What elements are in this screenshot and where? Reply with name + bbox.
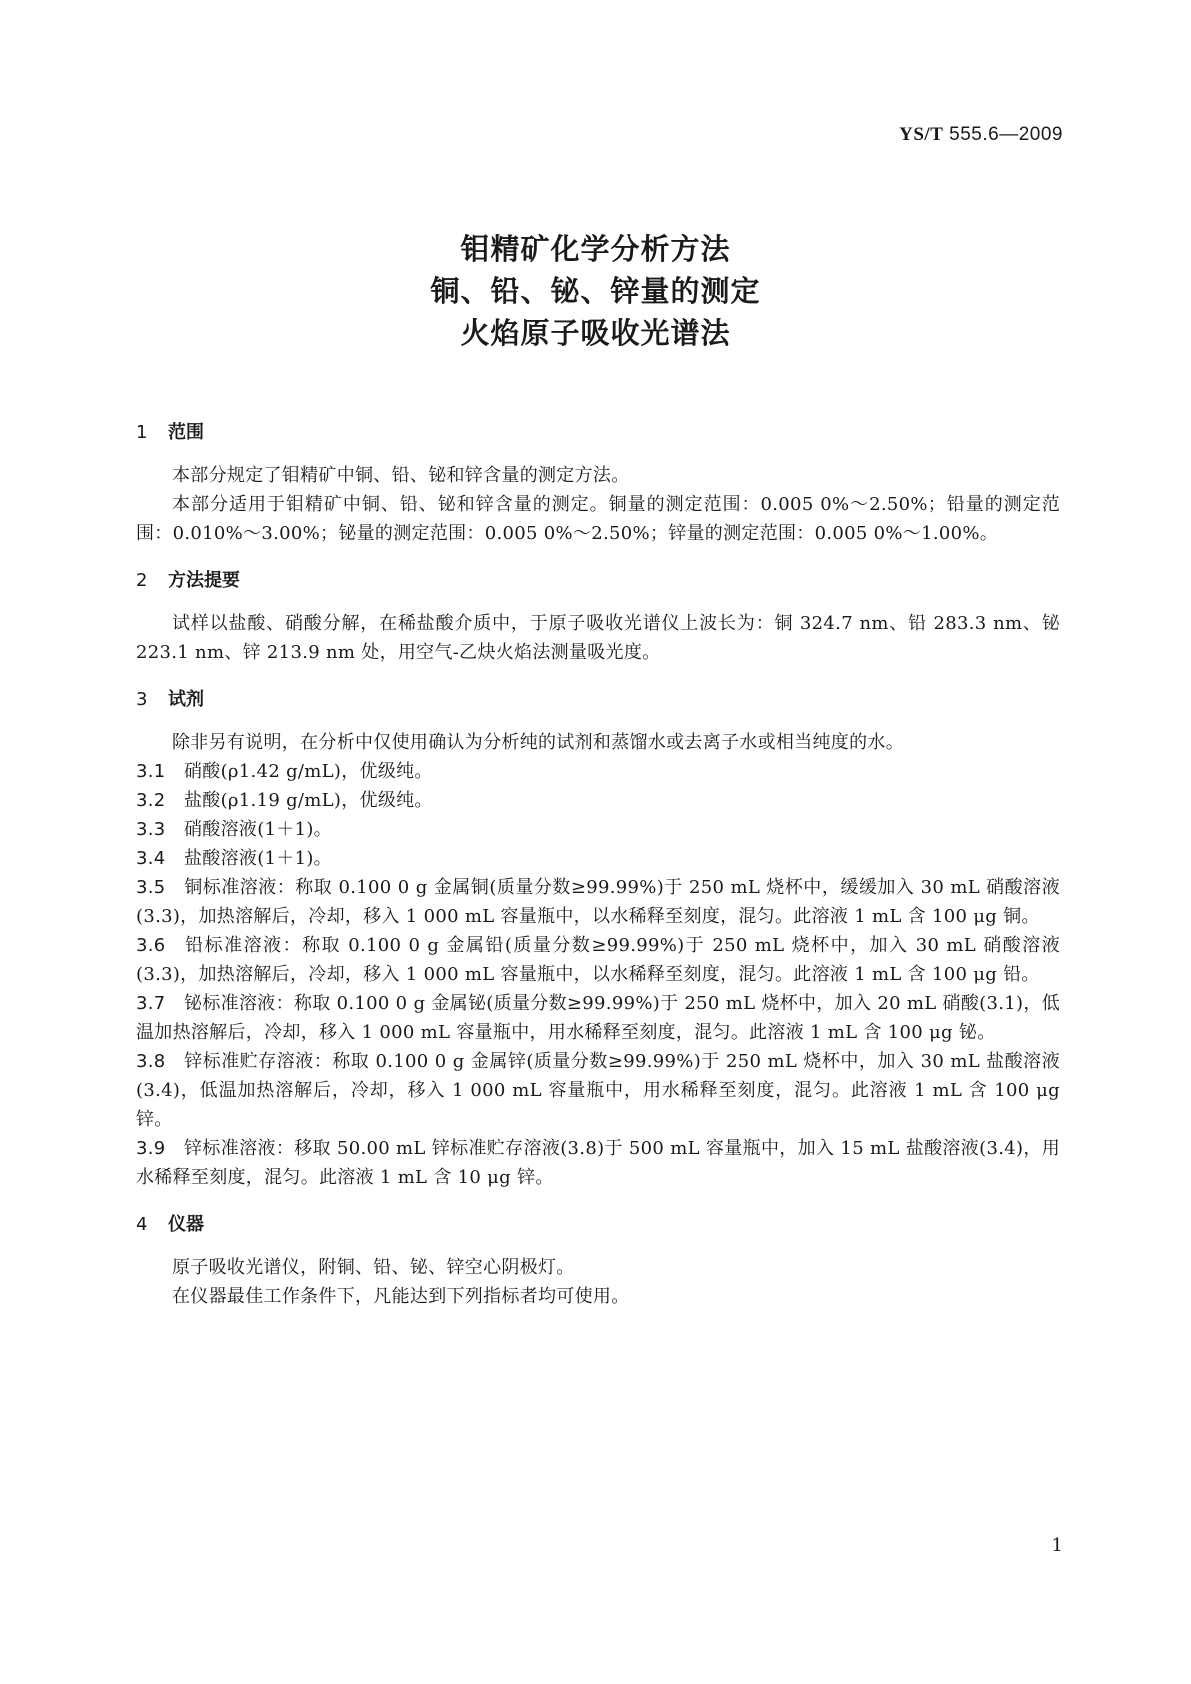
item-text: 铅标准溶液：称取 0.100 0 g 金属铅(质量分数≥99.99%)于 250 mL 烧杯中，加入 30 mL 硝酸溶液(3.3)，加热溶解后，冷却，移入 1 000 mL 容量瓶中，以水稀释至刻度，混匀。此溶液 1 mL 含 100 μg 铅。 (136, 935, 1060, 985)
item-number: 3.7 (136, 993, 166, 1014)
scope-paragraph-1: 本部分规定了钼精矿中铜、铅、铋和锌含量的测定方法。 (172, 465, 630, 486)
section-title: 试剂 (168, 689, 204, 710)
section-number: 1 (136, 422, 148, 443)
apparatus-paragraph-1: 原子吸收光谱仪，附铜、铅、铋、锌空心阴极灯。 (172, 1257, 575, 1278)
page-number: 1 (1051, 1535, 1063, 1556)
section-number: 2 (136, 570, 148, 591)
reagent-item (136, 931, 1060, 989)
reagent-item (136, 815, 1060, 844)
item-text: 铋标准溶液：称取 0.100 0 g 金属铋(质量分数≥99.99%)于 250 mL 烧杯中，加入 20 mL 硝酸(3.1)，低温加热溶解后，冷却，移入 1 000 mL 容量瓶中，用水稀释至刻度，混匀。此溶液 1 mL 含 100 μg 铋。 (136, 993, 1060, 1043)
section-heading-reagents (136, 685, 1060, 714)
section-number: 3 (136, 689, 148, 710)
reagents-intro: 除非另有说明，在分析中仅使用确认为分析纯的试剂和蒸馏水或去离子水或相当纯度的水。 (172, 732, 904, 753)
item-number: 3.6 (136, 935, 166, 956)
section-number: 4 (136, 1214, 148, 1235)
item-text: 盐酸溶液(1＋1)。 (184, 848, 332, 869)
section-title: 方法提要 (168, 570, 240, 591)
apparatus-paragraph-2: 在仪器最佳工作条件下，凡能达到下列指标者均可使用。 (172, 1286, 630, 1307)
item-text: 盐酸(ρ1.19 g/mL)，优级纯。 (184, 790, 433, 811)
title-line-3: 火焰原子吸收光谱法 (460, 316, 731, 350)
item-number: 3.1 (136, 761, 166, 782)
item-number: 3.9 (136, 1138, 166, 1159)
reagent-item (136, 757, 1060, 786)
item-number: 3.8 (136, 1051, 166, 1072)
document-body (136, 418, 1060, 1311)
document-title (0, 228, 1191, 354)
reagent-item (136, 1134, 1060, 1192)
title-line-2: 铜、铅、铋、锌量的测定 (430, 274, 761, 308)
reagent-item (136, 844, 1060, 873)
reagent-item (136, 989, 1060, 1047)
principle-paragraph: 试样以盐酸、硝酸分解，在稀盐酸介质中，于原子吸收光谱仪上波长为：铜 324.7 nm、铅 283.3 nm、铋 223.1 nm、锌 213.9 nm 处，用空气-乙炔火焰法测量吸光度。 (136, 613, 1060, 663)
item-text: 硝酸(ρ1.42 g/mL)，优级纯。 (184, 761, 433, 782)
item-number: 3.4 (136, 848, 166, 869)
section-heading-apparatus (136, 1210, 1060, 1239)
item-text: 锌标准溶液：移取 50.00 mL 锌标准贮存溶液(3.8)于 500 mL 容量瓶中，加入 15 mL 盐酸溶液(3.4)，用水稀释至刻度，混匀。此溶液 1 mL 含 10 μg 锌。 (136, 1138, 1060, 1188)
standard-prefix: YS/T (899, 124, 944, 145)
section-heading-scope (136, 418, 1060, 447)
standard-number: 555.6—2009 (949, 124, 1063, 145)
standard-code (899, 124, 1063, 146)
item-text: 锌标准贮存溶液：称取 0.100 0 g 金属锌(质量分数≥99.99%)于 250 mL 烧杯中，加入 30 mL 盐酸溶液(3.4)，低温加热溶解后，冷却，移入 1 000 mL 容量瓶中，用水稀释至刻度，混匀。此溶液 1 mL 含 100 μg 锌。 (136, 1051, 1060, 1130)
scope-paragraph-2: 本部分适用于钼精矿中铜、铅、铋和锌含量的测定。铜量的测定范围：0.005 0%～2.50%；铅量的测定范围：0.010%～3.00%；铋量的测定范围：0.005 0%～2.50%；锌量的测定范围：0.005 0%～1.00%。 (136, 494, 1060, 544)
reagent-item (136, 1047, 1060, 1134)
reagent-item (136, 786, 1060, 815)
item-text: 硝酸溶液(1＋1)。 (184, 819, 332, 840)
reagent-item (136, 873, 1060, 931)
section-title: 范围 (168, 422, 204, 443)
section-title: 仪器 (168, 1214, 204, 1235)
item-text: 铜标准溶液：称取 0.100 0 g 金属铜(质量分数≥99.99%)于 250 mL 烧杯中，缓缓加入 30 mL 硝酸溶液(3.3)，加热溶解后，冷却，移入 1 000 mL 容量瓶中，以水稀释至刻度，混匀。此溶液 1 mL 含 100 μg 铜。 (136, 877, 1060, 927)
item-number: 3.2 (136, 790, 166, 811)
title-line-1: 钼精矿化学分析方法 (460, 232, 731, 266)
item-number: 3.5 (136, 877, 166, 898)
section-heading-principle (136, 566, 1060, 595)
item-number: 3.3 (136, 819, 166, 840)
